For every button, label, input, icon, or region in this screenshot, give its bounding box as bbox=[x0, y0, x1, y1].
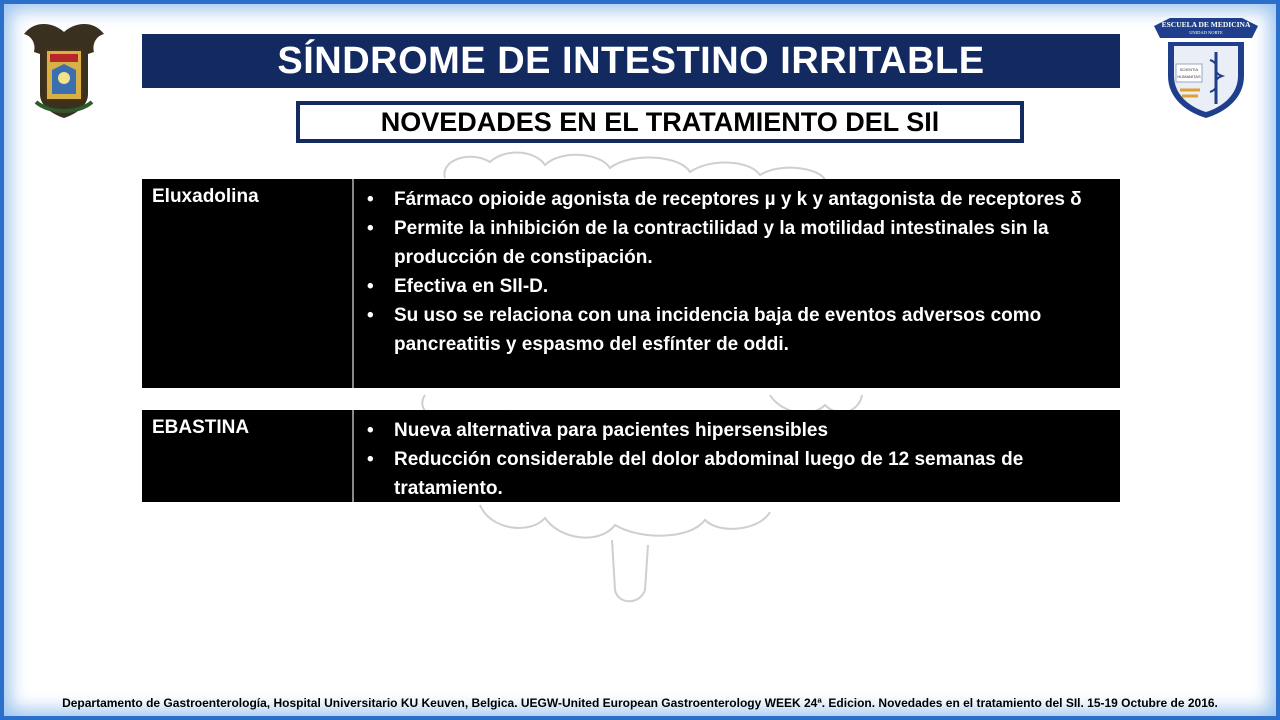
shield-banner-text: ESCUELA DE MEDICINA bbox=[1161, 20, 1251, 29]
medical-school-shield-icon bbox=[1152, 12, 1260, 120]
shield-banner-subtext: UNIDAD NORTE bbox=[1189, 30, 1223, 35]
drug-points-list bbox=[354, 179, 1120, 388]
list-item: • Fármaco opioide agonista de receptores µ y k y antagonista de receptores δ bbox=[394, 185, 1100, 214]
drug-table-ebastina bbox=[142, 410, 1120, 502]
list-item: • Efectiva en SIl-D. bbox=[394, 272, 1100, 301]
list-item: • Permite la inhibición de la contractilidad y la motilidad intestinales sin la producción de constipación. bbox=[394, 214, 1100, 272]
shield-motto-bottom: HUMANITAS bbox=[1177, 74, 1201, 79]
list-item: • Nueva alternativa para pacientes hipersensibles bbox=[394, 416, 1100, 445]
university-crest-icon bbox=[16, 14, 112, 120]
footer-citation: Departamento de Gastroenterología, Hospital Universitario KU Keuven, Belgica. UEGW-United European Gastroenterology WEEK 24ª. Edicion. Novedades en el tratamiento del SIl. 15-19 Octubre de 2016. bbox=[62, 696, 1218, 710]
drug-name: Eluxadolina bbox=[142, 179, 354, 388]
list-item: • Su uso se relaciona con una incidencia baja de eventos adversos como pancreatitis y espasmo del esfínter de oddi. bbox=[394, 301, 1100, 359]
drug-table-eluxadolina bbox=[142, 179, 1120, 388]
page-title: SÍNDROME DE INTESTINO IRRITABLE bbox=[142, 34, 1120, 88]
list-item: • Reducción considerable del dolor abdominal luego de 12 semanas de tratamiento. bbox=[394, 445, 1100, 503]
shield-motto-top: SCIENTIA bbox=[1179, 67, 1199, 72]
section-subtitle: NOVEDADES EN EL TRATAMIENTO DEL SIl bbox=[296, 101, 1024, 143]
drug-name: EBASTINA bbox=[142, 410, 354, 502]
drug-points-list bbox=[354, 410, 1120, 502]
